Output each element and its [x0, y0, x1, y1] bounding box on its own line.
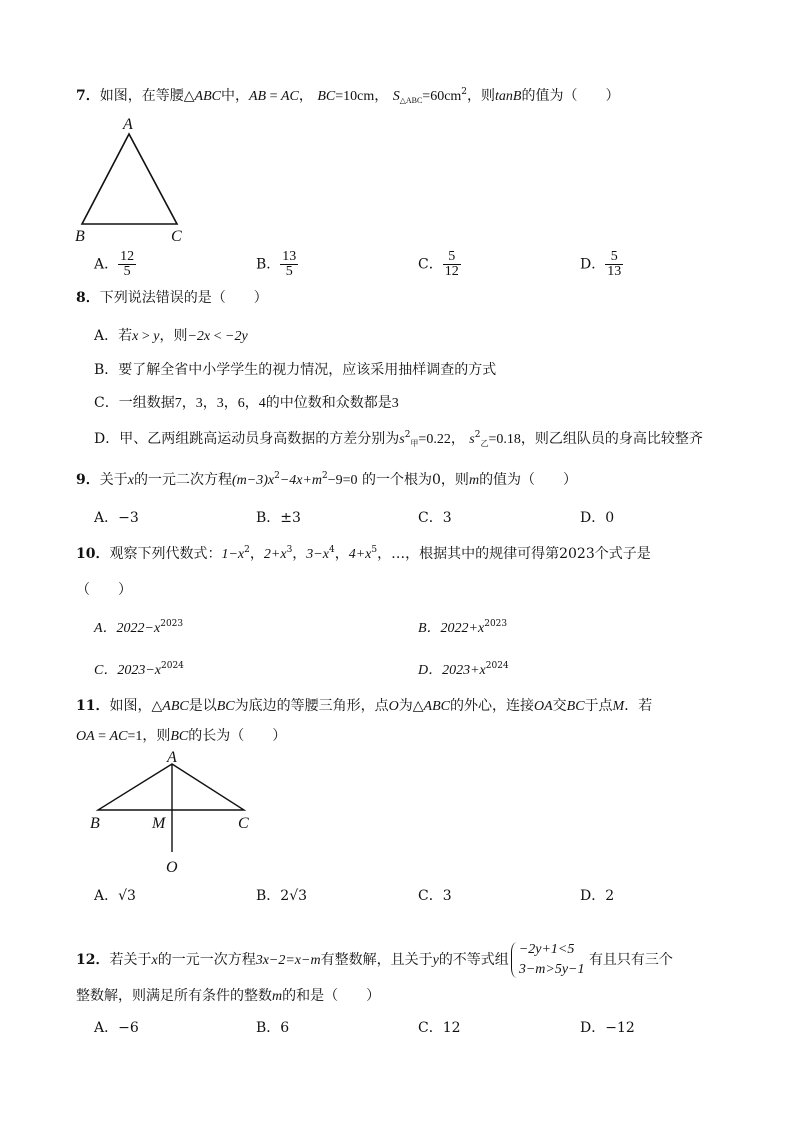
q11-option-b[interactable]: B．2√3 [256, 888, 308, 904]
label-c: C [171, 228, 182, 244]
q9-option-c[interactable]: C．3 [418, 510, 452, 526]
q8-option-d[interactable]: D．甲、乙两组跳高运动员身高数据的方差分别为$s^2_甲=0.22$， $s^2_乙=0.18$，则乙组队员的身高比较整齐 [94, 430, 703, 448]
label-a: A [167, 749, 177, 766]
q7-option-b[interactable]: B． $\frac{13}{5}$ [256, 249, 297, 279]
q7-option-c[interactable]: C． $\frac{5}{12}$ [418, 249, 459, 279]
label-m: M [152, 815, 166, 832]
q12-option-b[interactable]: B．6 [256, 1020, 290, 1036]
q8-option-b[interactable]: B．要了解全省中小学学生的视力情况，应该采用抽样调查的方式 [94, 362, 497, 378]
q8-stem: 8．下列说法错误的是（ ） [76, 290, 268, 306]
q11-triangle-figure [88, 748, 258, 880]
q7-stem: 7．如图，在等腰△ABC中，AB = AC， BC=10cm， $S_{\triangle ABC}=60cm^2$，则tanB的值为（ ） [76, 87, 620, 105]
triangle-abc [82, 134, 177, 224]
triangle-abc [98, 764, 244, 810]
inequality-system: −2y+1<5 3−m>5y−1 [509, 940, 585, 980]
q12-stem-cont: 整数解，则满足所有条件的整数m的和是（ ） [76, 988, 381, 1004]
q10-option-c[interactable]: C．$2023-x^{2024}$ [94, 661, 184, 678]
q10-stem-cont: （ ） [76, 582, 132, 598]
q12-stem: 12．若关于x的一元一次方程3x−2=x−m有整数解，且关于y的不等式组 −2y+1<5 3−m>5y−1 有且只有三个 [76, 940, 673, 980]
q7-triangle-figure [72, 114, 192, 244]
q7-option-d[interactable]: D． $\frac{5}{13}$ [580, 249, 622, 279]
q8-option-a[interactable]: A．若x > y，则−2x < −2y [94, 328, 248, 344]
q9-stem: 9．关于x的一元二次方程$(m-3)x^2-4x+m^2-9=0$ 的一个根为0，则m的值为（ ） [76, 471, 578, 488]
q11-option-c[interactable]: C．3 [418, 888, 452, 904]
q9-option-d[interactable]: D．0 [580, 510, 615, 526]
q9-option-b[interactable]: B．±3 [256, 510, 301, 526]
label-a: A [123, 116, 133, 133]
q11-stem-cont: OA = AC=1，则BC的长为（ ） [76, 728, 287, 744]
label-b: B [90, 815, 100, 832]
q10-option-a[interactable]: A．$2022-x^{2023}$ [94, 619, 184, 636]
q11-option-a[interactable]: A．√3 [94, 888, 136, 904]
q10-stem: 10．观察下列代数式：$1-x^2$，$2+x^3$，$3-x^4$，$4+x^5$，…，根据其中的规律可得第2023个式子是 [76, 545, 651, 562]
q12-option-a[interactable]: A．−6 [94, 1020, 139, 1036]
q7-option-a[interactable]: A． $\frac{12}{5}$ [94, 249, 135, 279]
q12-option-d[interactable]: D．−12 [580, 1020, 635, 1036]
q11-stem: 11．如图，△ABC是以BC为底边的等腰三角形，点O为△ABC的外心，连接OA交BC于点M．若 [76, 698, 653, 714]
label-b: B [75, 228, 85, 244]
q12-option-c[interactable]: C．12 [418, 1020, 461, 1036]
label-o: O [166, 859, 178, 876]
q11-option-d[interactable]: D．2 [580, 888, 615, 904]
q9-option-a[interactable]: A．−3 [94, 510, 139, 526]
q8-option-c[interactable]: C．一组数据7，3，3，6，4的中位数和众数都是3 [94, 395, 399, 411]
label-c: C [238, 815, 249, 832]
q10-option-b[interactable]: B．$2022+x^{2023}$ [418, 619, 508, 636]
q10-option-d[interactable]: D．$2023+x^{2024}$ [418, 661, 509, 678]
